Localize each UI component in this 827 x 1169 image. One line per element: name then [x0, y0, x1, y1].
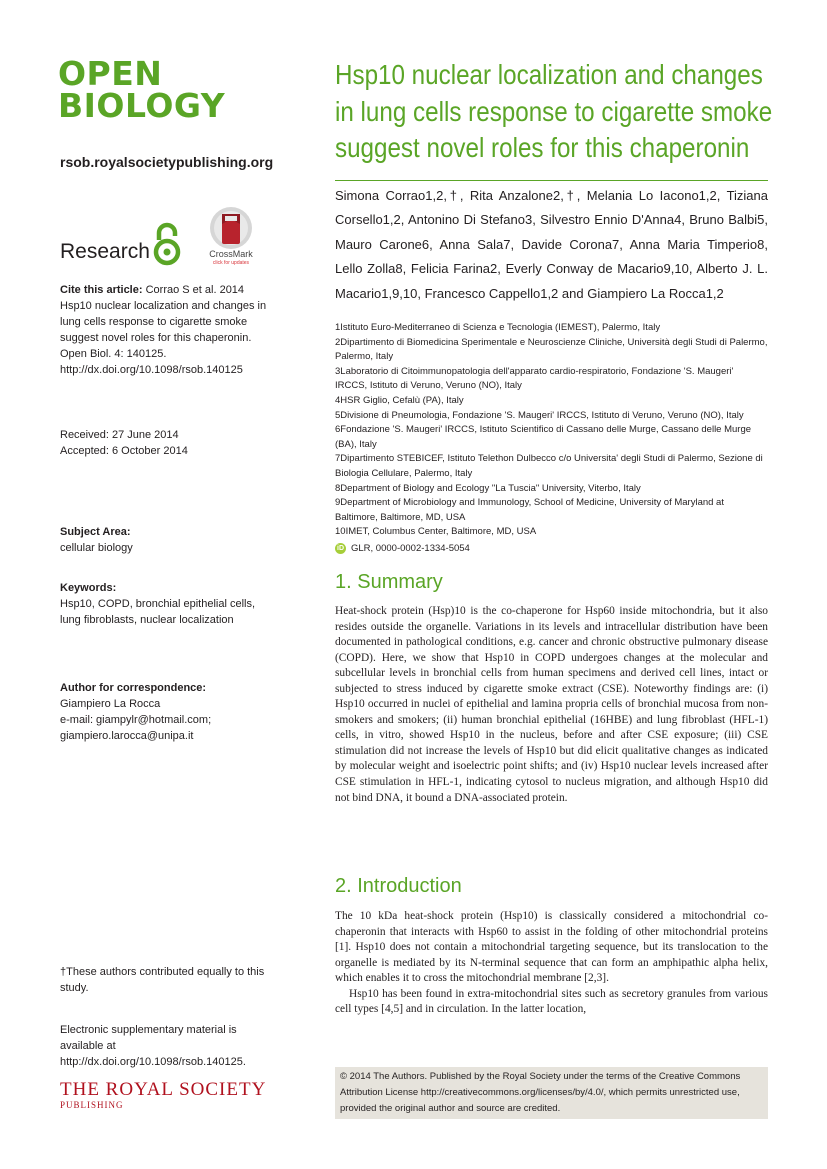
keywords-block [60, 580, 275, 628]
affiliation: 1Istituto Euro-Mediterraneo di Scienza e Tecnologia (IEMEST), Palermo, Italy [335, 322, 661, 333]
publisher-name: THE ROYAL SOCIETY [60, 1079, 267, 1100]
received-date: Received: 27 June 2014 [60, 429, 179, 441]
correspondence-label: Author for correspondence: [60, 682, 207, 694]
logo-line-1: OPEN [58, 54, 163, 93]
accepted-date: Accepted: 6 October 2014 [60, 445, 188, 457]
citation-block [60, 282, 275, 378]
orcid-icon: iD [337, 545, 344, 552]
introduction-heading: 2. Introduction [335, 875, 462, 897]
affiliation: 6Fondazione 'S. Maugeri' IRCCS, Istituto Scientifico di Cassano delle Murge, Cassano delle Murge (BA), Italy [335, 424, 752, 450]
publisher-sub: PUBLISHING [60, 1100, 124, 1110]
author-list: Simona Corrao1,2,†, Rita Anzalone2,†, Melania Lo Iacono1,2, Tiziana Corsello1,2, Antonino Di Stefano3, Silvestro Ennio D'Anna4, Bruno Balbi5, Mauro Carone6, Anna Sala7, Davide Corona7, Anna Maria Timperio8, Lello Zolla8, Felicia Farina2, Everly Conway de Macario9,10, Alberto J. L. Macario1,9,10, Francesco Cappello1,2 and Giampiero La Rocca1,2 [335, 188, 768, 301]
correspondence-email[interactable]: e-mail: giampylr@hotmail.com; giampiero.larocca@unipa.it [60, 714, 212, 742]
affiliation: 8Department of Biology and Ecology "La Tuscia" University, Viterbo, Italy [335, 482, 641, 494]
publisher-logo [60, 1079, 266, 1110]
open-access-icon [150, 222, 184, 266]
introduction-text [335, 909, 768, 1018]
orcid-line[interactable] [335, 543, 470, 554]
equal-contribution-footnote: †These authors contributed equally to this study. [60, 966, 265, 994]
affiliation: 9Department of Microbiology and Immunology, School of Medicine, University of Maryland at Baltimore, Baltimore, MD, USA [335, 497, 724, 523]
cite-text: Corrao S et al. 2014 Hsp10 nuclear localization and changes in lung cells response to cigarette smoke suggest novel roles for this chaperonin. Open Biol. 4: 140125. http://dx.doi.org/10.1098/rsob.140125 [60, 284, 267, 376]
summary-paragraph: Heat-shock protein (Hsp)10 is the co-chaperone for Hsp60 inside mitochondria, but it also resides outside the organelle. Variations in its levels and intracellular distribution have been documented in pathological conditions, e.g. cancer and chronic obstructive pulmonary disease (COPD). Here, we show that Hsp10 in COPD undergoes changes at the molecular and subcellular levels in bronchial cells from human specimens and derived cell lines, intact or subjected to stress induced by cigarette smoke extract (CSE). Noteworthy findings are: (i) Hsp10 occurred in nuclei of epithelial and lamina propria cells of bronchial mucosa from non-smokers and smokers; (ii) human bronchial epithelial (16HBE) and lung fibroblast (HFL-1) cells, in vitro, showed Hsp10 in the nucleus, before and after CSE exposure; (iii) CSE stimulation did not increase the levels of Hsp10 but did elicit qualitative changes as indicated by molecular weight and isoelectric point shifts; and (iv) Hsp10 nuclear levels increased after CSE stimulation in HFL-1, indicating cytosol to nucleus migration, and although Hsp10 did not bind DNA, it bound a DNA-associated protein. [335, 605, 768, 804]
correspondence-name: Giampiero La Rocca [60, 698, 161, 710]
license-box: © 2014 The Authors. Published by the Royal Society under the terms of the Creative Commons Attribution License http://creativecommons.org/licenses/by/4.0/, which permits unrestricted use, provided the original author and source are credited. [335, 1067, 768, 1119]
summary-text [335, 604, 768, 806]
summary-heading: 1. Summary [335, 571, 443, 593]
article-title: Hsp10 nuclear localization and changes in lung cells response to cigarette smoke suggest novel roles for this chaperonin [335, 59, 773, 163]
esm-note: Electronic supplementary material is available at http://dx.doi.org/10.1098/rsob.140125. [60, 1024, 246, 1068]
subject-label: Subject Area: [60, 526, 131, 538]
cite-label: Cite this article: [60, 284, 143, 296]
orcid-text: GLR, 0000-0002-1334-5054 [351, 543, 470, 555]
affiliation: 5Divisione di Pneumologia, Fondazione 'S. Maugeri' IRCCS, Istituto di Veruno, Veruno (NO), Italy [335, 409, 744, 421]
subject-block [60, 524, 275, 556]
affiliation: 2Dipartimento di Biomedicina Sperimentale e Neuroscienze Cliniche, Università degli Studi di Palermo, Palermo, Italy [335, 336, 768, 363]
subject-value: cellular biology [60, 542, 133, 554]
crossmark-label: CrossMark [209, 249, 253, 259]
title-divider [335, 180, 768, 181]
article-type: Research [60, 240, 150, 263]
affiliation: 3Laboratorio di Citoimmunopatologia dell'apparato cardio-respiratorio, Fondazione 'S. Maugeri' IRCCS, Istituto di Veruno, Veruno (NO), Italy [335, 365, 734, 392]
affiliation: 7Dipartimento STEBICEF, Istituto Telethon Dulbecco c/o Universita' degli Studi di Palermo, Sezione di Biologia Cellulare, Palermo, Italy [335, 453, 763, 479]
intro-paragraph-1: The 10 kDa heat-shock protein (Hsp10) is classically considered a mitochondrial co-chaperonin that interacts with Hsp60 to assist in the folding of other mitochondrial proteins [1]. Hsp10 does not contain a mitochondrial targeting sequence, but its translocation to the organelle is mediated by its N-terminal sequence that can form an amphipathic alpha helix, which enables it to cross the mitochondrial membrane [2,3]. [335, 910, 768, 985]
crossmark-sublabel: click for updates [212, 260, 250, 266]
keywords-label: Keywords: [60, 582, 117, 594]
affiliations [335, 321, 768, 540]
journal-logo [58, 54, 226, 125]
logo-line-2: BIOLOGY [58, 86, 226, 125]
affiliation: 4HSR Giglio, Cefalù (PA), Italy [335, 394, 464, 406]
keywords-value: Hsp10, COPD, bronchial epithelial cells, lung fibroblasts, nuclear localization [60, 598, 256, 626]
journal-site-link[interactable]: rsob.royalsocietypublishing.org [60, 154, 274, 170]
affiliation: 10IMET, Columbus Center, Baltimore, MD, USA [335, 526, 537, 538]
intro-paragraph-2: Hsp10 has been found in extra-mitochondrial sites such as secretory granules from various cell types [4,5] and in circulation. In the latter location, [335, 987, 768, 1016]
correspondence-block [60, 680, 275, 744]
dates-block [60, 427, 275, 459]
